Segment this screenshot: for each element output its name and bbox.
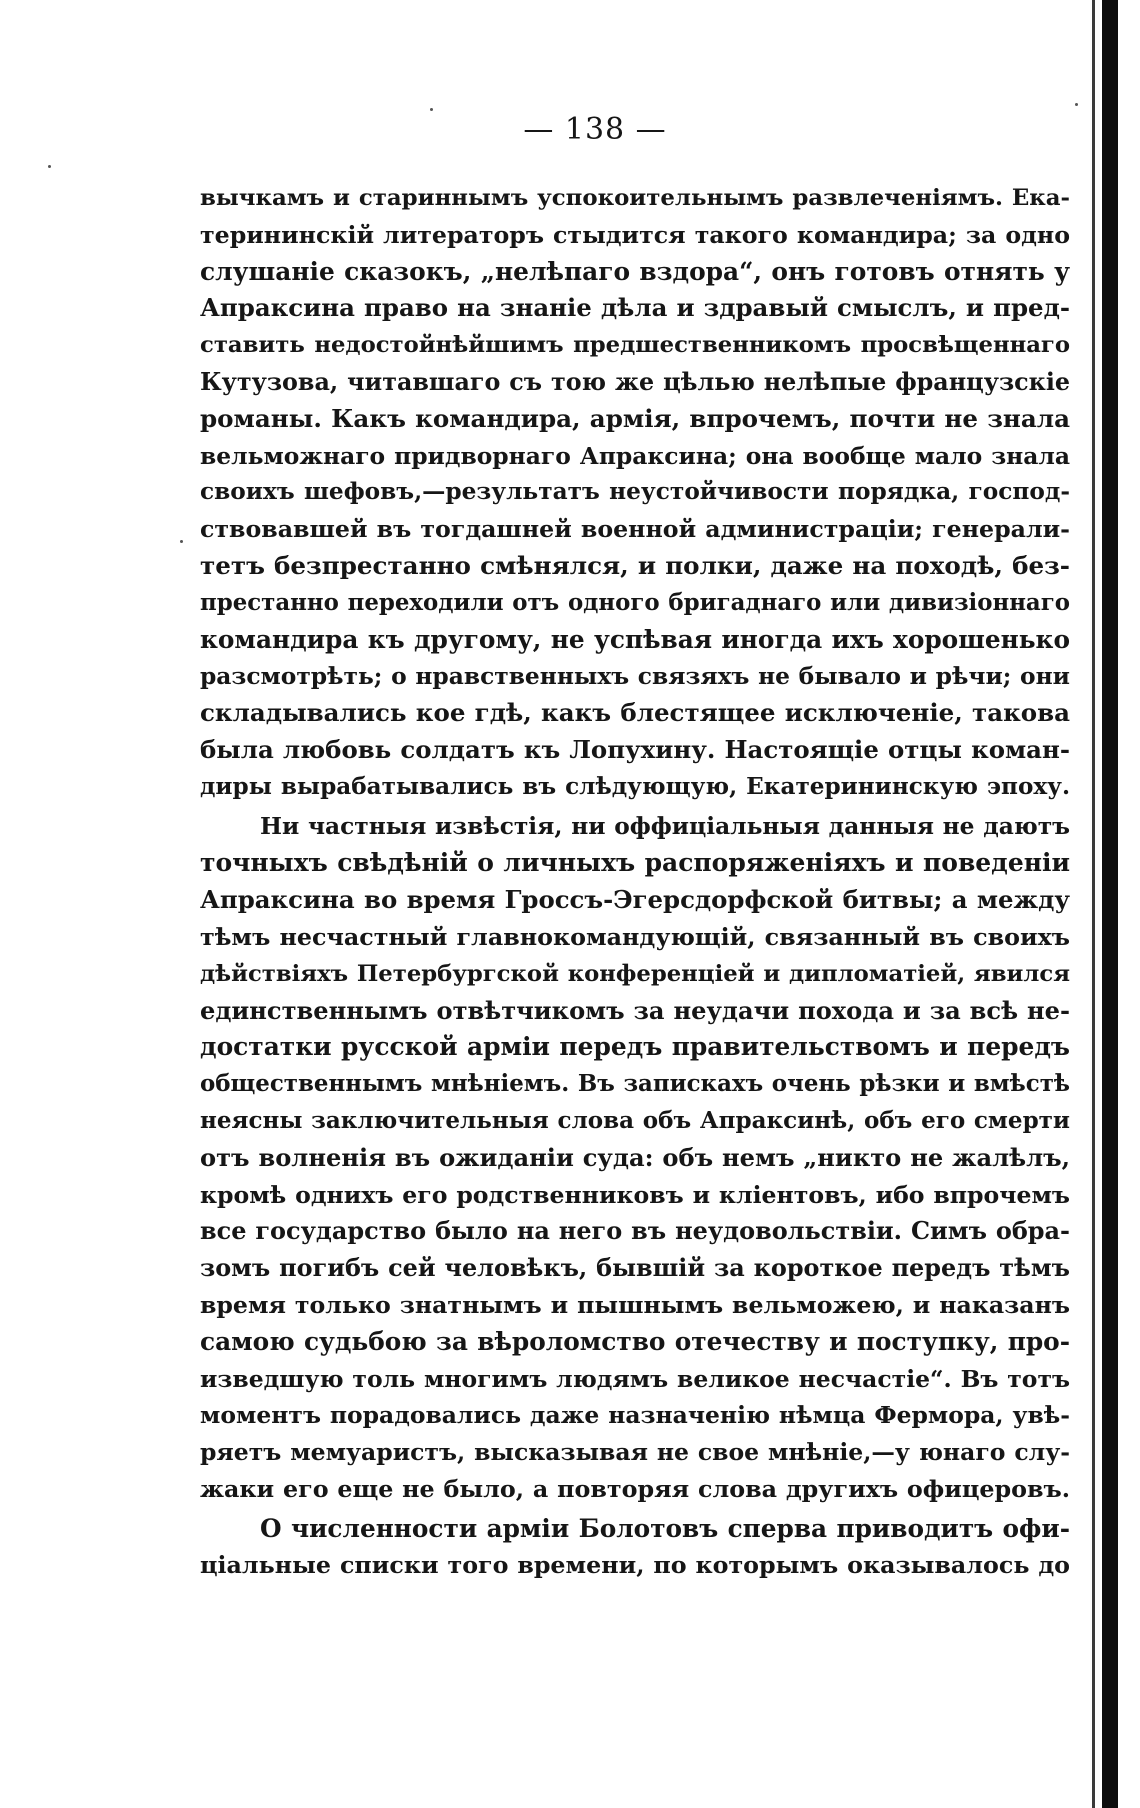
text-line: общественнымъ мнѣнiемъ. Въ запискахъ очень рѣзки и вмѣстѣ <box>200 1070 1070 1098</box>
text-line: разсмотрѣть; о нравственныхъ связяхъ не бывало и рѣчи; они <box>200 662 1070 691</box>
print-speck <box>430 108 433 111</box>
text-line: кромѣ однихъ его родственниковъ и клiентовъ, ибо впрочемъ <box>200 1180 1070 1209</box>
page-edge-shadow <box>1092 0 1095 1808</box>
print-speck <box>48 165 51 168</box>
text-line: тѣмъ несчастный главнокомандующiй, связанный въ своихъ <box>200 922 1070 951</box>
text-line: романы. Какъ командира, армiя, впрочемъ, почти не знала <box>200 403 1070 433</box>
text-line: складывались кое гдѣ, какъ блестящее исключенiе, такова <box>200 698 1070 728</box>
text-line: дѣйствiяхъ Петербургской конференцiей и дипломатiей, явился <box>200 960 1070 987</box>
text-line: вельможнаго придворнаго Апраксина; она вообще мало знала <box>200 441 1070 470</box>
text-line: точныхъ свѣдѣнiй о личныхъ распоряженiяхъ и поведенiи <box>200 848 1070 878</box>
text-line: тетъ безпрестанно смѣнялся, и полки, даже на походѣ, без- <box>200 550 1070 580</box>
text-line: достатки русской армiи передъ правительствомъ и передъ <box>200 1032 1070 1062</box>
text-line: О численности армiи Болотовъ сперва приводитъ офи- <box>260 1513 1070 1543</box>
text-line: самою судьбою за вѣроломство отечеству и поступку, про- <box>200 1326 1070 1356</box>
text-line: была любовь солдатъ къ Лопухину. Настоящiе отцы коман- <box>200 734 1070 764</box>
text-line: терининскiй литераторъ стыдится такого командира; за одно <box>200 220 1070 249</box>
text-line: ствовавшей въ тогдашней военной администрацiи; генерали- <box>200 515 1070 544</box>
text-line: Ни частныя извѣстiя, ни оффицiальныя данныя не даютъ <box>260 812 1070 840</box>
text-line: цiальные списки того времени, по которымъ оказывалось до <box>200 1551 1070 1580</box>
text-line: ставить недостойнѣйшимъ предшественникомъ просвѣщеннаго <box>200 332 1070 359</box>
text-line: жаки его еще не было, а повторяя слова другихъ офицеровъ. <box>200 1474 1070 1503</box>
text-line: ряетъ мемуаристъ, высказывая не свое мнѣнiе,—у юнаго слу- <box>200 1438 1070 1467</box>
text-line: неясны заключительныя слова объ Апраксинѣ, объ его смерти <box>200 1106 1070 1134</box>
text-line: изведшую толь многимъ людямъ великое несчастiе“. Въ тотъ <box>200 1364 1070 1393</box>
text-line: единственнымъ отвѣтчикомъ за неудачи похода и за всѣ не- <box>200 995 1070 1025</box>
text-line: все государство было на него въ неудовольствiи. Симъ обра- <box>200 1217 1070 1246</box>
page-number: — 138 — <box>523 112 667 147</box>
text-line: время только знатнымъ и пышнымъ вельможею, и наказанъ <box>200 1290 1070 1319</box>
body-text <box>200 180 1070 1584</box>
text-line: Кутузова, читавшаго съ тою же цѣлью нелѣпые французскiе <box>200 367 1070 396</box>
print-speck <box>1075 103 1078 106</box>
text-line: зомъ погибъ сей человѣкъ, бывшiй за короткое передъ тѣмъ <box>200 1254 1070 1283</box>
text-line: Апраксина право на знанiе дѣла и здравый смыслъ, и пред- <box>200 293 1070 323</box>
print-speck <box>180 540 183 543</box>
text-line: престанно переходили отъ одного бригаднаго или дивизiоннаго <box>200 589 1070 616</box>
text-line: диры вырабатывались въ слѣдующую, Екатерининскую эпоху. <box>200 772 1070 800</box>
text-line: вычкамъ и стариннымъ успокоительнымъ развлеченiямъ. Ека- <box>200 185 1070 211</box>
text-line: Апраксина во время Гроссъ-Эгерсдорфской битвы; а между <box>200 885 1070 915</box>
text-line: слушанiе сказокъ, „нелѣпаго вздора“, онъ готовъ отнять у <box>200 256 1070 286</box>
text-line: моментъ порадовались даже назначенiю нѣмца Фермора, увѣ- <box>200 1401 1070 1430</box>
text-line: командира къ другому, не успѣвая иногда ихъ хорошенько <box>200 624 1070 654</box>
text-line: своихъ шефовъ,—результатъ неустойчивости порядка, господ- <box>200 478 1070 506</box>
text-line: отъ волненiя въ ожиданiи суда: объ немъ „никто не жалѣлъ, <box>200 1142 1070 1172</box>
book-spine-edge <box>1102 0 1118 1808</box>
